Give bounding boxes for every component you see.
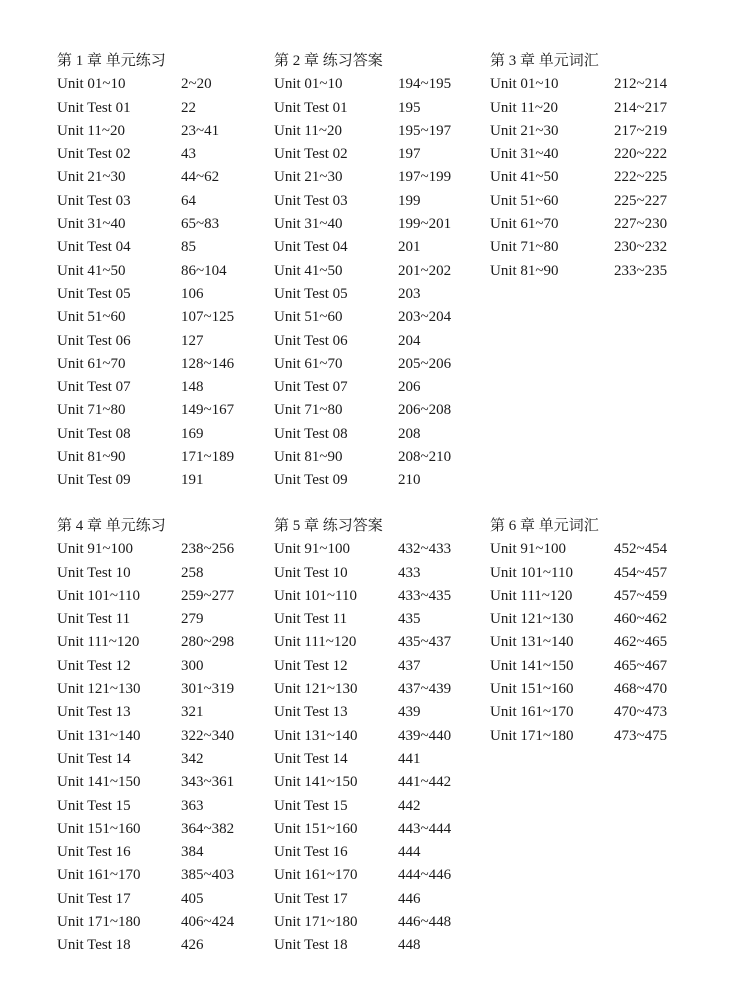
- toc-entry-unit: Unit Test 02: [274, 146, 348, 163]
- toc-entry: [57, 562, 204, 585]
- toc-entry-unit: Unit Test 18: [274, 937, 348, 954]
- toc-entry: [57, 585, 235, 608]
- toc-entry-unit: Unit Test 11: [57, 611, 131, 628]
- toc-entry: [57, 888, 204, 911]
- toc-entry-unit: Unit Test 15: [274, 797, 348, 814]
- toc-entry-unit: Unit 121~130: [57, 681, 141, 698]
- toc-entry-unit: Unit 131~140: [274, 727, 358, 744]
- toc-entry-pages: 201~202: [398, 262, 452, 279]
- toc-entry: [274, 864, 452, 887]
- toc-entry-pages: 220~222: [614, 146, 668, 163]
- toc-entry: [274, 306, 452, 329]
- toc-entry: [274, 120, 452, 143]
- toc-entry: [57, 841, 204, 864]
- toc-entry-pages: 442: [398, 797, 421, 814]
- toc-entry-pages: 22: [181, 99, 196, 116]
- toc-entry: [57, 143, 196, 166]
- toc-entry-pages: 406~424: [181, 914, 235, 931]
- toc-entry: [57, 655, 204, 678]
- toc-entry-unit: Unit Test 16: [57, 844, 131, 861]
- chapter-1-heading: 第 1 章 单元练习: [57, 53, 166, 69]
- toc-entry: [57, 97, 196, 120]
- toc-entry: [57, 260, 227, 283]
- toc-entry-unit: Unit Test 17: [57, 890, 131, 907]
- toc-entry-unit: Unit 21~30: [274, 169, 343, 186]
- chapter-4-heading: 第 4 章 单元练习: [57, 518, 166, 534]
- toc-entry: [274, 748, 421, 771]
- toc-entry-pages: 217~219: [614, 122, 668, 139]
- toc-entry-pages: 259~277: [181, 587, 235, 604]
- toc-entry: [490, 73, 668, 96]
- toc-entry-pages: 194~195: [398, 76, 452, 93]
- toc-entry: [490, 143, 668, 166]
- toc-entry-pages: 43: [181, 146, 196, 163]
- toc-entry-unit: Unit Test 07: [274, 379, 348, 396]
- toc-entry-pages: 437: [398, 657, 421, 674]
- toc-entry: [57, 283, 204, 306]
- toc-entry-pages: 444: [398, 844, 421, 861]
- toc-entry-pages: 443~444: [398, 820, 452, 837]
- chapter-3-section: [490, 50, 668, 283]
- toc-entry: [57, 748, 204, 771]
- toc-entry-pages: 206: [398, 379, 421, 396]
- toc-entry: [274, 562, 421, 585]
- toc-entry-pages: 204: [398, 332, 421, 349]
- chapter-5-entries: [274, 538, 452, 957]
- toc-entry-pages: 197: [398, 146, 421, 163]
- toc-entry: [274, 236, 421, 259]
- toc-entry-pages: 465~467: [614, 657, 668, 674]
- toc-entry-pages: 230~232: [614, 239, 668, 256]
- toc-entry: [274, 97, 421, 120]
- toc-entry-unit: Unit Test 16: [274, 844, 348, 861]
- toc-entry: [490, 260, 668, 283]
- toc-entry-unit: Unit 21~30: [57, 169, 126, 186]
- toc-entry: [274, 725, 452, 748]
- toc-entry-pages: 44~62: [181, 169, 220, 186]
- toc-entry-pages: 405: [181, 890, 204, 907]
- toc-entry-unit: Unit 151~160: [490, 681, 574, 698]
- toc-entry-unit: Unit 111~120: [274, 634, 357, 651]
- toc-entry-unit: Unit 131~140: [490, 634, 574, 651]
- toc-entry: [57, 330, 204, 353]
- toc-entry: [57, 911, 235, 934]
- toc-entry: [274, 423, 421, 446]
- toc-entry-unit: Unit 81~90: [274, 449, 343, 466]
- toc-entry: [490, 236, 668, 259]
- toc-entry: [57, 399, 235, 422]
- toc-entry-unit: Unit 161~170: [57, 867, 141, 884]
- toc-entry-unit: Unit 71~80: [490, 239, 559, 256]
- toc-entry-pages: 444~446: [398, 867, 452, 884]
- toc-entry-unit: Unit Test 18: [57, 937, 131, 954]
- toc-entry-unit: Unit 51~60: [490, 192, 559, 209]
- toc-entry-pages: 437~439: [398, 681, 452, 698]
- toc-entry-unit: Unit 171~180: [57, 914, 141, 931]
- toc-entry-pages: 238~256: [181, 541, 235, 558]
- chapter-1-section: [57, 50, 235, 493]
- toc-entry: [490, 701, 668, 724]
- toc-entry-unit: Unit 131~140: [57, 727, 141, 744]
- toc-entry: [57, 725, 235, 748]
- toc-entry-pages: 439: [398, 704, 421, 721]
- toc-entry-pages: 205~206: [398, 355, 452, 372]
- toc-entry-pages: 169: [181, 425, 204, 442]
- toc-entry-unit: Unit 121~130: [490, 611, 574, 628]
- toc-entry-unit: Unit 51~60: [274, 309, 343, 326]
- toc-entry: [274, 353, 452, 376]
- toc-entry-pages: 195: [398, 99, 421, 116]
- toc-entry-unit: Unit Test 10: [274, 564, 348, 581]
- toc-entry-unit: Unit 31~40: [274, 216, 343, 233]
- toc-entry-unit: Unit Test 06: [274, 332, 348, 349]
- toc-entry-unit: Unit 31~40: [57, 216, 126, 233]
- chapter-3-entries: [490, 73, 668, 283]
- toc-entry: [57, 469, 204, 492]
- toc-entry-pages: 460~462: [614, 611, 668, 628]
- toc-entry: [274, 469, 421, 492]
- toc-entry: [274, 73, 452, 96]
- toc-entry-unit: Unit 101~110: [57, 587, 140, 604]
- toc-entry: [274, 795, 421, 818]
- toc-entry-unit: Unit Test 11: [274, 611, 348, 628]
- toc-entry-unit: Unit 61~70: [490, 216, 559, 233]
- toc-entry: [274, 399, 452, 422]
- toc-entry-pages: 227~230: [614, 216, 668, 233]
- toc-entry: [274, 376, 421, 399]
- toc-entry-unit: Unit 151~160: [274, 820, 358, 837]
- toc-entry: [274, 678, 452, 701]
- toc-entry: [57, 213, 220, 236]
- chapter-5-section: [274, 515, 452, 958]
- toc-entry: [274, 538, 452, 561]
- toc-entry-pages: 208~210: [398, 449, 452, 466]
- toc-entry: [57, 701, 204, 724]
- chapter-2-section: [274, 50, 452, 493]
- toc-entry-unit: Unit Test 15: [57, 797, 131, 814]
- toc-entry-unit: Unit 101~110: [274, 587, 357, 604]
- chapter-5-heading: 第 5 章 练习答案: [274, 518, 383, 534]
- toc-entry-unit: Unit 81~90: [57, 449, 126, 466]
- toc-entry: [274, 166, 452, 189]
- toc-entry-pages: 225~227: [614, 192, 668, 209]
- toc-entry-unit: Unit Test 05: [274, 285, 348, 302]
- toc-entry-unit: Unit 61~70: [274, 355, 343, 372]
- toc-entry-pages: 201: [398, 239, 421, 256]
- toc-entry-pages: 64: [181, 192, 196, 209]
- toc-entry: [490, 120, 668, 143]
- toc-entry-pages: 233~235: [614, 262, 668, 279]
- toc-entry: [57, 446, 235, 469]
- toc-entry: [490, 213, 668, 236]
- toc-entry-pages: 468~470: [614, 681, 668, 698]
- toc-entry-pages: 433: [398, 564, 421, 581]
- toc-entry: [274, 283, 421, 306]
- toc-entry-pages: 448: [398, 937, 421, 954]
- toc-entry: [274, 213, 452, 236]
- toc-entry: [274, 260, 452, 283]
- toc-entry-unit: Unit 171~180: [274, 914, 358, 931]
- toc-entry-pages: 446~448: [398, 914, 452, 931]
- toc-entry-unit: Unit 161~170: [490, 704, 574, 721]
- toc-entry: [490, 608, 668, 631]
- chapter-4-entries: [57, 538, 235, 957]
- toc-entry-unit: Unit 11~20: [274, 122, 342, 139]
- toc-entry: [490, 585, 668, 608]
- chapter-1-entries: [57, 73, 235, 492]
- toc-entry-pages: 258: [181, 564, 204, 581]
- toc-entry-pages: 149~167: [181, 402, 235, 419]
- toc-entry: [490, 725, 668, 748]
- chapter-6-section: [490, 515, 668, 748]
- toc-entry: [490, 562, 668, 585]
- toc-entry: [274, 631, 452, 654]
- toc-entry: [57, 864, 235, 887]
- chapter-2-heading: 第 2 章 练习答案: [274, 53, 383, 69]
- toc-entry-pages: 210: [398, 472, 421, 489]
- toc-entry: [57, 423, 204, 446]
- toc-entry: [57, 678, 235, 701]
- toc-entry-pages: 435~437: [398, 634, 452, 651]
- toc-entry-pages: 454~457: [614, 564, 668, 581]
- toc-entry: [274, 446, 452, 469]
- toc-entry-unit: Unit 01~10: [490, 76, 559, 93]
- toc-entry-unit: Unit 161~170: [274, 867, 358, 884]
- toc-entry-pages: 171~189: [181, 449, 235, 466]
- toc-entry-pages: 208: [398, 425, 421, 442]
- toc-entry-unit: Unit Test 13: [57, 704, 131, 721]
- toc-entry-unit: Unit Test 05: [57, 285, 131, 302]
- toc-entry-unit: Unit Test 07: [57, 379, 131, 396]
- toc-entry-pages: 452~454: [614, 541, 668, 558]
- toc-entry-pages: 300: [181, 657, 204, 674]
- toc-entry-unit: Unit Test 08: [57, 425, 131, 442]
- toc-entry: [57, 353, 235, 376]
- toc-entry-unit: Unit 121~130: [274, 681, 358, 698]
- toc-entry-unit: Unit Test 02: [57, 146, 131, 163]
- toc-entry-pages: 203: [398, 285, 421, 302]
- toc-entry-pages: 432~433: [398, 541, 452, 558]
- toc-entry: [274, 608, 421, 631]
- toc-entry-pages: 214~217: [614, 99, 668, 116]
- toc-entry-pages: 342: [181, 750, 204, 767]
- toc-entry: [274, 190, 421, 213]
- toc-entry-pages: 301~319: [181, 681, 235, 698]
- toc-entry-pages: 128~146: [181, 355, 235, 372]
- toc-entry-pages: 384: [181, 844, 204, 861]
- toc-entry: [490, 538, 668, 561]
- toc-entry-unit: Unit 91~100: [57, 541, 134, 558]
- toc-entry-pages: 127: [181, 332, 204, 349]
- chapter-6-heading: 第 6 章 单元词汇: [490, 518, 599, 534]
- toc-entry-pages: 343~361: [181, 774, 235, 791]
- toc-entry: [57, 190, 196, 213]
- toc-entry-unit: Unit Test 12: [274, 657, 348, 674]
- toc-entry-unit: Unit Test 10: [57, 564, 131, 581]
- toc-entry-unit: Unit 51~60: [57, 309, 126, 326]
- toc-entry-pages: 441~442: [398, 774, 452, 791]
- toc-entry-unit: Unit 31~40: [490, 146, 559, 163]
- toc-entry-pages: 23~41: [181, 122, 220, 139]
- toc-entry: [57, 795, 204, 818]
- toc-entry-pages: 470~473: [614, 704, 668, 721]
- toc-entry-unit: Unit Test 13: [274, 704, 348, 721]
- chapter-3-heading: 第 3 章 单元词汇: [490, 53, 599, 69]
- toc-entry-pages: 107~125: [181, 309, 235, 326]
- toc-entry: [490, 166, 668, 189]
- toc-entry: [274, 934, 421, 957]
- toc-entry-unit: Unit 171~180: [490, 727, 574, 744]
- toc-entry: [274, 655, 421, 678]
- toc-entry-pages: 433~435: [398, 587, 452, 604]
- toc-entry: [274, 585, 452, 608]
- toc-entry: [57, 306, 235, 329]
- toc-entry-unit: Unit Test 12: [57, 657, 131, 674]
- toc-entry-unit: Unit Test 01: [57, 99, 131, 116]
- chapter-6-entries: [490, 538, 668, 748]
- toc-entry-pages: 439~440: [398, 727, 452, 744]
- toc-entry: [274, 911, 452, 934]
- toc-entry-unit: Unit 141~150: [274, 774, 358, 791]
- toc-entry: [274, 841, 421, 864]
- toc-entry-pages: 148: [181, 379, 204, 396]
- toc-entry-unit: Unit Test 03: [57, 192, 131, 209]
- toc-entry-unit: Unit 61~70: [57, 355, 126, 372]
- toc-entry-pages: 322~340: [181, 727, 235, 744]
- toc-entry: [490, 190, 668, 213]
- toc-entry-pages: 191: [181, 472, 204, 489]
- toc-entry-unit: Unit Test 14: [274, 750, 348, 767]
- toc-entry-pages: 364~382: [181, 820, 235, 837]
- toc-entry-pages: 462~465: [614, 634, 668, 651]
- toc-entry: [57, 166, 220, 189]
- toc-entry-unit: Unit Test 01: [274, 99, 348, 116]
- toc-entry-pages: 222~225: [614, 169, 668, 186]
- toc-entry: [57, 934, 204, 957]
- toc-entry-pages: 106: [181, 285, 204, 302]
- toc-entry-pages: 385~403: [181, 867, 235, 884]
- toc-entry: [57, 818, 235, 841]
- toc-entry-unit: Unit 11~20: [490, 99, 558, 116]
- toc-entry-pages: 441: [398, 750, 421, 767]
- toc-entry: [57, 631, 235, 654]
- toc-entry-pages: 203~204: [398, 309, 452, 326]
- toc-entry-unit: Unit 151~160: [57, 820, 141, 837]
- toc-entry-unit: Unit 91~100: [490, 541, 567, 558]
- toc-entry-pages: 279: [181, 611, 204, 628]
- toc-entry-unit: Unit Test 14: [57, 750, 131, 767]
- toc-entry-unit: Unit Test 08: [274, 425, 348, 442]
- toc-entry: [490, 655, 668, 678]
- toc-entry-pages: 206~208: [398, 402, 452, 419]
- toc-entry-unit: Unit 41~50: [490, 169, 559, 186]
- toc-entry-pages: 426: [181, 937, 204, 954]
- toc-entry: [274, 330, 421, 353]
- toc-entry: [57, 771, 235, 794]
- toc-entry-pages: 197~199: [398, 169, 452, 186]
- toc-entry-unit: Unit 141~150: [490, 657, 574, 674]
- toc-entry-unit: Unit 141~150: [57, 774, 141, 791]
- toc-entry-unit: Unit 81~90: [490, 262, 559, 279]
- toc-entry: [57, 73, 212, 96]
- toc-entry-unit: Unit 71~80: [57, 402, 126, 419]
- toc-entry-unit: Unit 111~120: [57, 634, 140, 651]
- toc-entry-unit: Unit Test 09: [274, 472, 348, 489]
- toc-entry: [274, 818, 452, 841]
- toc-entry-unit: Unit 41~50: [274, 262, 343, 279]
- toc-entry: [490, 678, 668, 701]
- toc-entry-unit: Unit 01~10: [57, 76, 126, 93]
- toc-entry-unit: Unit 01~10: [274, 76, 343, 93]
- toc-entry-unit: Unit Test 04: [57, 239, 131, 256]
- toc-entry-pages: 199: [398, 192, 421, 209]
- toc-entry: [274, 143, 421, 166]
- toc-entry-unit: Unit Test 04: [274, 239, 348, 256]
- toc-entry: [274, 701, 421, 724]
- toc-entry-pages: 280~298: [181, 634, 235, 651]
- toc-entry-pages: 446: [398, 890, 421, 907]
- toc-entry: [57, 608, 204, 631]
- toc-entry-pages: 435: [398, 611, 421, 628]
- toc-entry-pages: 2~20: [181, 76, 212, 93]
- toc-entry-unit: Unit 21~30: [490, 122, 559, 139]
- toc-entry-pages: 363: [181, 797, 204, 814]
- toc-entry-unit: Unit Test 09: [57, 472, 131, 489]
- toc-entry-unit: Unit Test 03: [274, 192, 348, 209]
- toc-entry-unit: Unit 91~100: [274, 541, 351, 558]
- toc-entry-pages: 212~214: [614, 76, 668, 93]
- toc-entry: [57, 120, 220, 143]
- toc-entry: [490, 631, 668, 654]
- toc-entry-unit: Unit Test 06: [57, 332, 131, 349]
- toc-entry: [274, 888, 421, 911]
- toc-entry-unit: Unit Test 17: [274, 890, 348, 907]
- toc-entry: [57, 236, 196, 259]
- toc-entry-pages: 195~197: [398, 122, 452, 139]
- toc-entry-unit: Unit 41~50: [57, 262, 126, 279]
- toc-entry-unit: Unit 11~20: [57, 122, 125, 139]
- toc-entry-pages: 85: [181, 239, 196, 256]
- chapter-4-section: [57, 515, 235, 958]
- toc-entry-pages: 199~201: [398, 216, 452, 233]
- toc-entry: [490, 97, 668, 120]
- toc-entry-pages: 86~104: [181, 262, 227, 279]
- toc-entry-unit: Unit 71~80: [274, 402, 343, 419]
- toc-entry: [57, 376, 204, 399]
- toc-entry-pages: 65~83: [181, 216, 220, 233]
- toc-entry-unit: Unit 101~110: [490, 564, 573, 581]
- toc-entry-pages: 473~475: [614, 727, 668, 744]
- toc-entry-unit: Unit 111~120: [490, 587, 573, 604]
- toc-entry: [274, 771, 452, 794]
- toc-entry-pages: 457~459: [614, 587, 668, 604]
- chapter-2-entries: [274, 73, 452, 492]
- toc-entry: [57, 538, 235, 561]
- toc-entry-pages: 321: [181, 704, 204, 721]
